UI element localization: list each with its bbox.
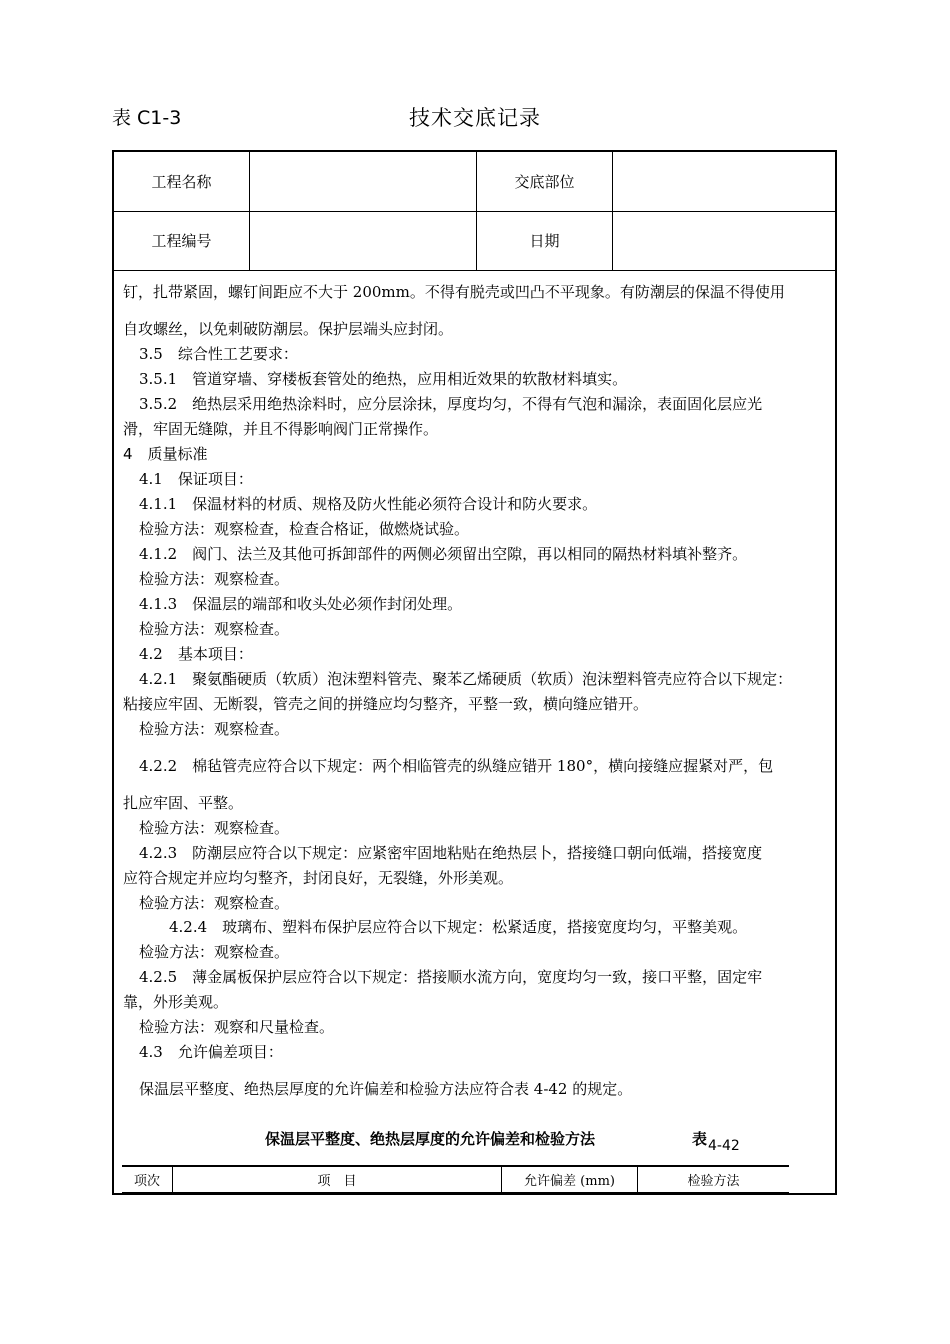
- body-line: 粘接应牢固、无断裂，管壳之间的拼缝应均匀整齐，平整一致，横向缝应错开。: [123, 695, 649, 713]
- body-line: 4.2.4 玻璃布、塑料布保护层应符合以下规定：松紧适度，搭接宽度均匀，平整美观。: [169, 918, 748, 936]
- info-row-project-number: [114, 211, 835, 271]
- body-line: 检验方法：观察检查。: [139, 819, 290, 837]
- label-project-number: 工程编号: [114, 211, 250, 270]
- column-header-item: 项 目: [317, 1173, 357, 1189]
- body-line: 应符合规定并应均匀整齐，封闭良好，无裂缝，外形美观。: [123, 869, 514, 887]
- value-project-number[interactable]: [250, 211, 477, 270]
- body-line: 自攻螺丝，以免刺破防潮层。保护层端头应封闭。: [123, 320, 454, 338]
- table-top-rule: [122, 1165, 789, 1167]
- body-line: 滑，牢固无缝隙，并且不得影响阀门正常操作。: [123, 420, 439, 438]
- label-disclosure-location: 交底部位: [477, 152, 613, 211]
- body-line: 靠，外形美观。: [123, 993, 229, 1011]
- section-heading: 4 质量标准: [123, 445, 208, 463]
- body-line: 4.2.5 薄金属板保护层应符合以下规定：搭接顺水流方向，宽度均匀一致，接口平整，固定牢: [139, 968, 763, 986]
- body-line: 检验方法：观察检查。: [139, 894, 290, 912]
- table-header-rule: [122, 1192, 789, 1193]
- body-line: 检验方法：观察检查。: [139, 943, 290, 961]
- body-line: 4.1.2 阀门、法兰及其他可拆卸部件的两侧必须留出空隙，再以相同的隔热材料填补整齐。: [139, 545, 748, 563]
- body-line: 检验方法：观察检查。: [139, 720, 290, 738]
- table-label: 表: [692, 1130, 708, 1148]
- body-line: 检验方法：观察和尺量检查。: [139, 1018, 335, 1036]
- body-line: 钉，扎带紧固，螺钉间距应不大于 200mm。不得有脱壳或凹凸不平现象。有防潮层的保温不得使用: [123, 283, 785, 301]
- document-title: 技术交底记录: [409, 106, 541, 130]
- label-date: 日期: [477, 211, 613, 270]
- body-line: 3.5 综合性工艺要求：: [139, 345, 298, 363]
- body-line: 检验方法：观察检查，检查合格证，做燃烧试验。: [139, 520, 470, 538]
- label-project-name: 工程名称: [114, 152, 250, 211]
- body-line: 4.3 允许偏差项目：: [139, 1043, 283, 1061]
- body-line: 检验方法：观察检查。: [139, 570, 290, 588]
- body-line: 4.1.1 保温材料的材质、规格及防火性能必须符合设计和防火要求。: [139, 495, 598, 513]
- body-line: 保温层平整度、绝热层厚度的允许偏差和检验方法应符合表 4-42 的规定。: [139, 1080, 633, 1098]
- info-row-project-name: [114, 152, 835, 212]
- body-line: 扎应牢固、平整。: [123, 794, 244, 812]
- body-line: 4.2.3 防潮层应符合以下规定：应紧密牢固地粘贴在绝热层卜，搭接缝口朝向低端，搭接宽度: [139, 844, 763, 862]
- body-line: 4.1 保证项目：: [139, 470, 253, 488]
- body-line: 3.5.2 绝热层采用绝热涂料时，应分层涂抹，厚度均匀，不得有气泡和漏涂，表面固化层应光: [139, 395, 763, 413]
- body-line: 4.2.1 聚氨酯硬质（软质）泡沫塑料管壳、聚苯乙烯硬质（软质）泡沫塑料管壳应符合以下规定：: [139, 670, 793, 688]
- value-disclosure-location[interactable]: [613, 152, 835, 211]
- body-line: 4.2.2 棉毡管壳应符合以下规定：两个相临管壳的纵缝应错开 180°，横向接缝应握紧对严，包: [139, 757, 774, 775]
- body-line: 3.5.1 管道穿墙、穿楼板套管处的绝热，应用相近效果的软散材料填实。: [139, 370, 628, 388]
- column-header-no: 项次: [133, 1173, 160, 1189]
- table-number-value: 4-42: [708, 1138, 740, 1154]
- body-line: 4.1.3 保温层的端部和收头处必须作封闭处理。: [139, 595, 463, 613]
- table-title: 保温层平整度、绝热层厚度的允许偏差和检验方法: [265, 1130, 596, 1148]
- column-header-tolerance: 允许偏差 (mm): [524, 1173, 615, 1189]
- column-header-method: 检验方法: [687, 1173, 740, 1189]
- value-date[interactable]: [613, 211, 835, 270]
- body-line: 检验方法：观察检查。: [139, 620, 290, 638]
- body-line: 4.2 基本项目：: [139, 645, 253, 663]
- table-number: [692, 1128, 740, 1154]
- form-code: 表 C1-3: [112, 107, 182, 129]
- value-project-name[interactable]: [250, 152, 477, 211]
